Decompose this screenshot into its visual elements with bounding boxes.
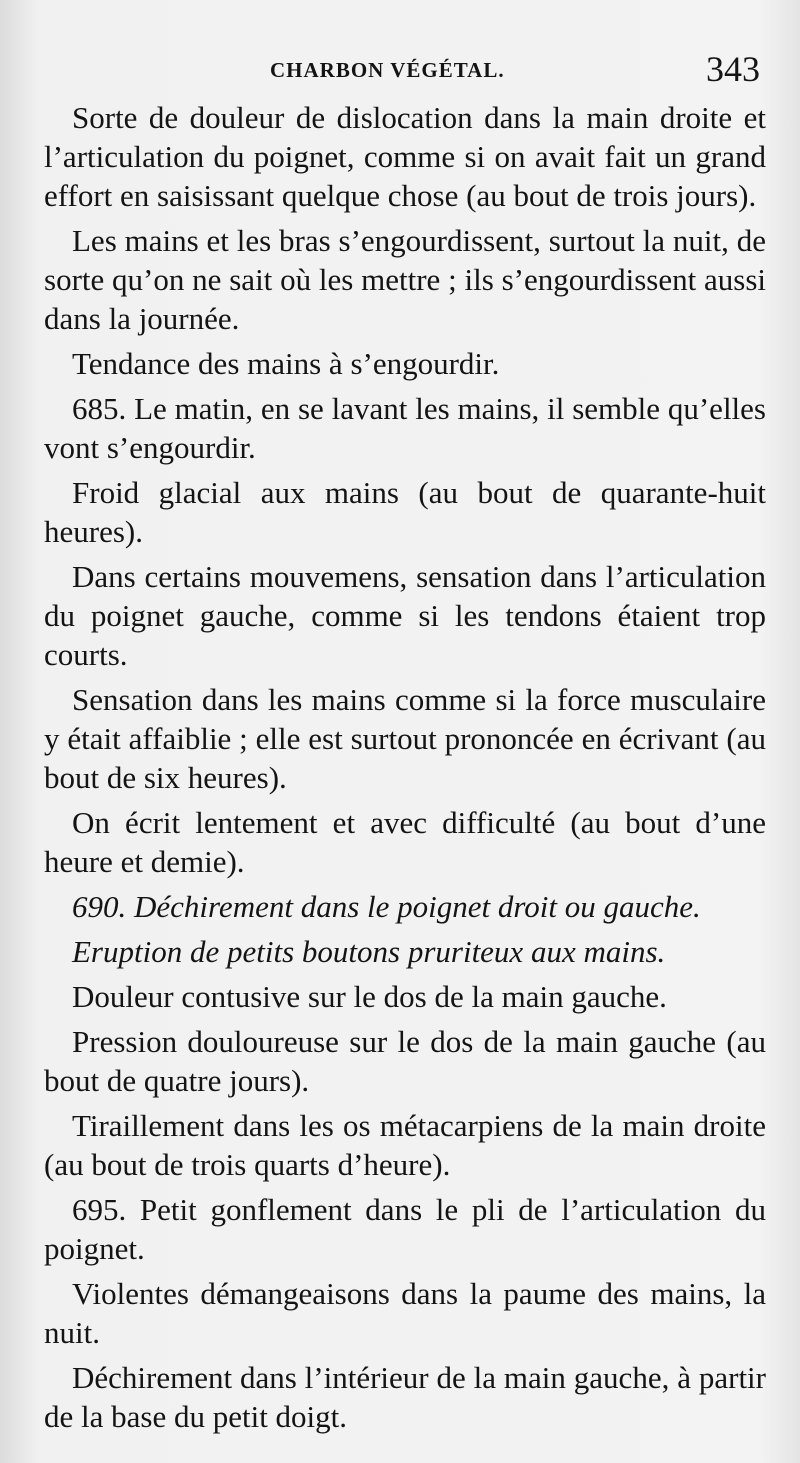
paragraph: On écrit lentement et avec difficulté (au bout d’une heure et demie). (44, 805, 766, 879)
paragraph: 695. Petit gonflement dans le pli de l’articulation du poignet. (44, 1192, 766, 1266)
paragraph: Dans certains mouvemens, sensation dans l’articulation du poignet gauche, comme si les tendons étaient trop courts. (44, 559, 766, 672)
page-number: 343 (706, 49, 760, 89)
paragraph: Tendance des mains à s’engourdir. (72, 346, 500, 381)
running-head: CHARBON VÉGÉTAL. (270, 58, 505, 82)
paragraph: 685. Le matin, en se lavant les mains, il semble qu’elles vont s’engourdir. (44, 391, 766, 465)
paragraph: Douleur contusive sur le dos de la main gauche. (72, 979, 667, 1014)
paragraph: Pression douloureuse sur le dos de la main gauche (au bout de quatre jours). (44, 1024, 766, 1098)
paragraph: Sensation dans les mains comme si la force musculaire y était affaiblie ; elle est surtout prononcée en écrivant (au bout de six heures). (44, 682, 766, 795)
paragraph: Violentes démangeaisons dans la paume des mains, la nuit. (44, 1276, 766, 1350)
paragraph: Les mains et les bras s’engourdissent, surtout la nuit, de sorte qu’on ne sait où les mettre ; ils s’engourdissent aussi dans la journée. (44, 223, 766, 336)
page-header (60, 49, 760, 92)
paragraph: 690. Déchirement dans le poignet droit ou gauche. (72, 889, 701, 924)
paragraph: Eruption de petits boutons pruriteux aux mains. (72, 934, 666, 969)
paragraph: Sorte de douleur de dislocation dans la main droite et l’articulation du poignet, comme si on avait fait un grand effort en saisissant quelque chose (au bout de trois jours). (44, 100, 766, 213)
paragraph: Froid glacial aux mains (au bout de quarante-huit heures). (44, 475, 766, 549)
body-text (44, 98, 766, 1442)
paragraph: Déchirement dans l’intérieur de la main gauche, à partir de la base du petit doigt. (44, 1360, 766, 1434)
paragraph: Tiraillement dans les os métacarpiens de la main droite (au bout de trois quarts d’heure). (44, 1108, 766, 1182)
